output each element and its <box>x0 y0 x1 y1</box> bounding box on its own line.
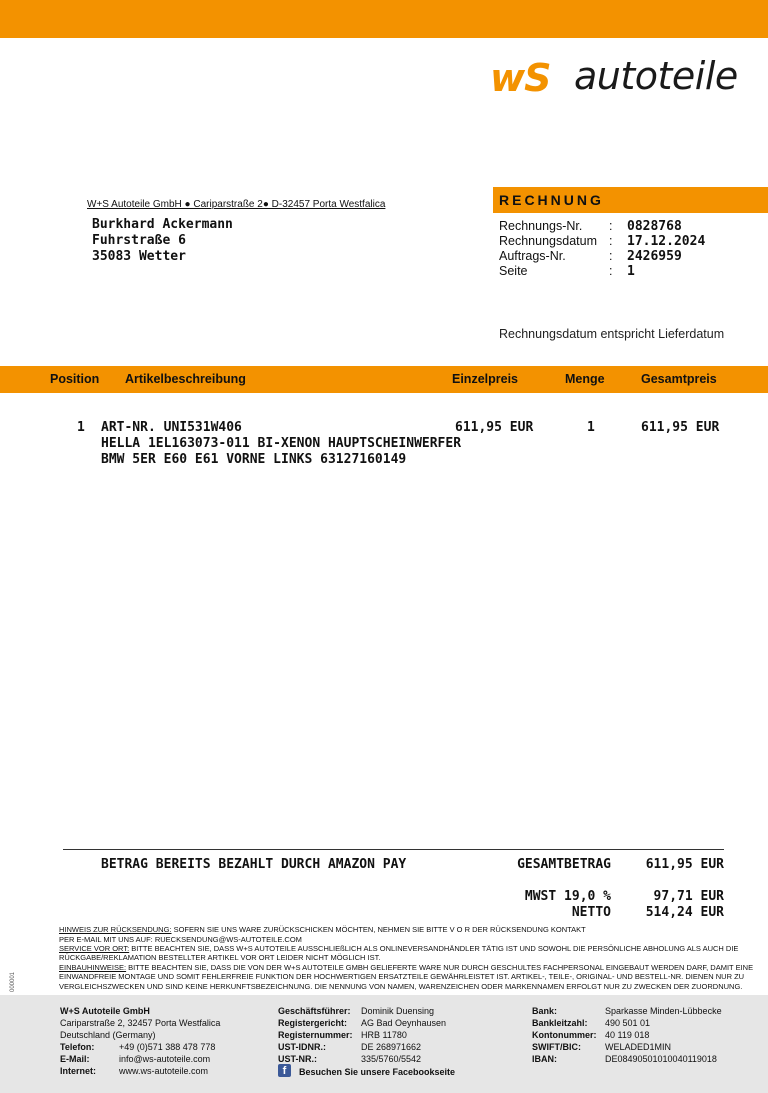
vat-value: 97,71 EUR <box>653 889 724 904</box>
meta-label: Rechnungsdatum <box>499 234 597 248</box>
meta-label: Rechnungs-Nr. <box>499 219 583 233</box>
top-accent-bar <box>0 0 768 38</box>
col-unit-price: Einzelpreis <box>452 372 518 386</box>
service-notice-line2: RÜCKGABE/REKLAMATION BESTELLTER ARTIKEL VOR ORT LEIDER NICHT MÖGLICH IST. <box>59 953 381 962</box>
total-label: GESAMTBETRAG <box>517 857 611 872</box>
col-description: Artikelbeschreibung <box>125 372 246 386</box>
col-total: Gesamtpreis <box>641 372 717 386</box>
footer-legal-column: Geschäftsführer: Dominik Duensing Registergericht: AG Bad Oeynhausen Registernummer: HRB 11780 UST-IDNR.: DE 268971662 UST-NR.: 335/5760/5542 <box>278 1006 447 1064</box>
logo-mark: wS <box>490 56 551 100</box>
net-label: NETTO <box>571 905 611 920</box>
item-description: HELLA 1EL163073-011 BI-XENON HAUPTSCHEINWERFER <box>101 436 462 451</box>
invoice-heading: RECHNUNG <box>499 192 604 208</box>
footer-company: W+S Autoteile GmbH <box>60 1006 150 1016</box>
footer <box>0 995 768 1093</box>
install-notice-line3: VERGLEICHSZWECKEN UND SIND KEINE HERKUNFTSBEZEICHNUNG. DIE NENNUNG VON NAMEN, WARENZEICHEN ODER MARKENNAMEN ERFOLGT NUR ZU ZWECKEN DER ZUORDNUNG. <box>59 982 743 991</box>
item-quantity: 1 <box>587 420 595 435</box>
footer-address1: Cariparstraße 2, 32457 Porta Westfalica <box>60 1018 221 1028</box>
footer-company-column: W+S Autoteile GmbH Cariparstraße 2, 32457 Porta Westfalica Deutschland (Germany) Telefon: +49 (0)571 388 478 778 E-Mail: info@ws-autoteile.com Internet: www.ws-autoteile.com <box>60 1006 221 1076</box>
table-header <box>0 366 768 393</box>
invoice-heading-bar <box>493 187 768 213</box>
service-notice: SERVICE VOR ORT: BITTE BEACHTEN SIE, DASS W+S AUTOTEILE AUSSCHLIEßLICH ALS ONLINEVERSANDHÄNDLER TÄTIG IST UND SOWOHL DIE PERSÖNLICHE ABHOLUNG ALS AUCH DIE <box>59 944 739 953</box>
invoice-meta-row: Rechnungs-Nr. : 0828768 <box>499 219 682 234</box>
recipient-city: 35083 Wetter <box>92 249 186 264</box>
net-value: 514,24 EUR <box>645 905 724 920</box>
logo-word: autoteile <box>574 54 738 98</box>
delivery-date-note: Rechnungsdatum entspricht Lieferdatum <box>499 327 725 341</box>
meta-label: Auftrags-Nr. <box>499 249 566 263</box>
meta-value: 17.12.2024 <box>627 234 706 249</box>
meta-value: 2426959 <box>627 249 682 264</box>
returns-notice: HINWEIS ZUR RÜCKSENDUNG: SOFERN SIE UNS WARE ZURÜCKSCHICKEN MÖCHTEN, NEHMEN SIE BITTE V O R DER RÜCKSENDUNG KONTAKT <box>59 925 586 934</box>
total-value: 611,95 EUR <box>645 857 724 872</box>
meta-label: Seite <box>499 264 528 278</box>
footer-address2: Deutschland (Germany) <box>60 1030 156 1040</box>
footer-phone[interactable]: +49 (0)571 388 478 778 <box>119 1042 216 1052</box>
facebook-icon[interactable]: f <box>278 1064 291 1077</box>
install-notice: EINBAUHINWEISE: BITTE BEACHTEN SIE, DASS DIE VON DER W+S AUTOTEILE GMBH GELIEFERTE WARE NUR DURCH GESCHULTES FACHPERSONAL EINGEBAUT WERDEN DARF, DAMIT EINE <box>59 963 754 972</box>
recipient-street: Fuhrstraße 6 <box>92 233 186 248</box>
item-unit-price: 611,95 EUR <box>455 420 534 435</box>
item-total: 611,95 EUR <box>641 420 720 435</box>
footer-bank-column: Bank: Sparkasse Minden-Lübbecke Bankleitzahl: 490 501 01 Kontonummer: 40 119 018 SWIFT/BIC: WELADED1MIN IBAN: DE08490501010040119018 <box>532 1006 722 1064</box>
meta-value: 1 <box>627 264 635 279</box>
ws-autoteile-logo <box>490 56 755 100</box>
meta-value: 0828768 <box>627 219 682 234</box>
install-notice-line2: EINWANDFREIE MONTAGE UND SOMIT FEHLERFREIE FUNKTION DER HOCHWERTIGEN ERSATZTEILE GEWÄHRLEISTET IST. ARTIKEL-, TEILE-, ORIGINAL- UND BESTELL-NR. DIENEN NUR ZU <box>59 972 745 981</box>
item-position: 1 <box>77 420 85 435</box>
sender-address-line: W+S Autoteile GmbH ● Cariparstraße 2● D-32457 Porta Westfalica <box>87 199 386 210</box>
recipient-name: Burkhard Ackermann <box>92 217 233 232</box>
facebook-link[interactable]: Besuchen Sie unsere Facebookseite <box>299 1067 456 1077</box>
item-article: ART-NR. UNI531W406 <box>101 420 242 435</box>
footer-email[interactable]: info@ws-autoteile.com <box>119 1054 211 1064</box>
returns-notice-line2: PER E-MAIL MIT UNS AUF: RUECKSENDUNG@WS-AUTOTEILE.COM <box>59 935 302 944</box>
invoice-meta-row: Rechnungsdatum : 17.12.2024 <box>499 234 706 249</box>
invoice-meta-row: Auftrags-Nr. : 2426959 <box>499 249 682 264</box>
summary-divider <box>63 849 724 850</box>
vat-label: MWST 19,0 % <box>524 889 611 904</box>
invoice-meta-row: Seite : 1 <box>499 264 635 279</box>
col-quantity: Menge <box>565 372 605 386</box>
side-code: 000001 <box>10 971 16 992</box>
col-position: Position <box>50 372 100 386</box>
footer-website[interactable]: www.ws-autoteile.com <box>119 1066 209 1076</box>
item-vehicle: BMW 5ER E60 E61 VORNE LINKS 63127160149 <box>101 452 407 467</box>
paid-note: BETRAG BEREITS BEZAHLT DURCH AMAZON PAY <box>101 857 407 872</box>
